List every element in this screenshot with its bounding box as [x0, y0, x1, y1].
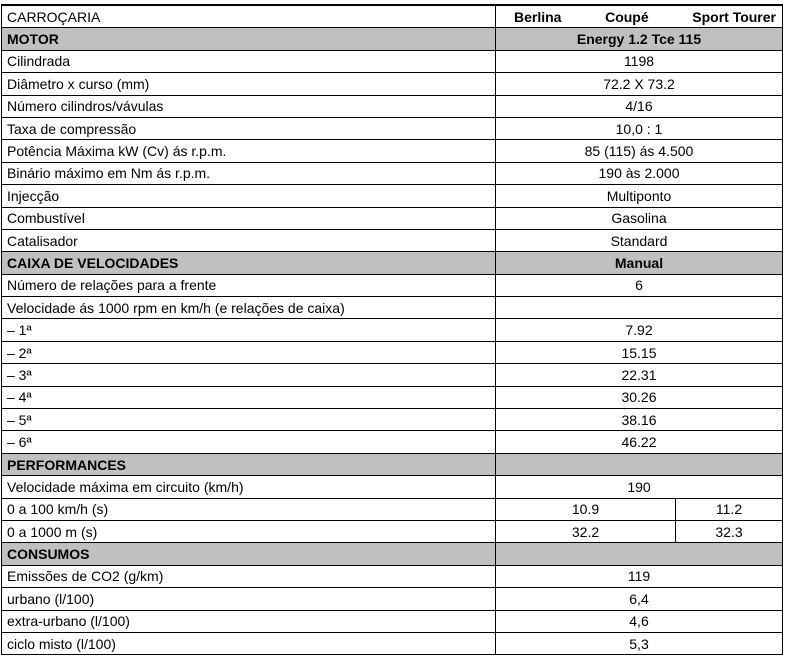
row-label: Injecção	[2, 185, 496, 207]
row-label: Potência Máxima kW (Cv) ás r.p.m.	[2, 140, 496, 162]
row-label: PERFORMANCES	[2, 453, 496, 475]
row-value: 4/16	[496, 95, 783, 117]
row-value: Manual	[496, 252, 783, 274]
row-value: 15.15	[496, 341, 783, 363]
row-value: 38.16	[496, 409, 783, 431]
table-row	[2, 341, 783, 363]
table-row	[2, 610, 783, 632]
row-label: 0 a 100 km/h (s)	[2, 498, 496, 520]
row-value: 190	[496, 476, 783, 498]
row-value: Gasolina	[496, 207, 783, 229]
table-row	[2, 185, 783, 207]
row-value: 85 (115) ás 4.500	[496, 140, 783, 162]
header-row	[2, 5, 783, 28]
table-row	[2, 364, 783, 386]
row-value: 10,0 : 1	[496, 117, 783, 139]
column-berlina: Berlina	[514, 8, 562, 25]
row-value: 72.2 X 73.2	[496, 73, 783, 95]
row-value: 22.31	[496, 364, 783, 386]
section-row	[2, 252, 783, 274]
table-row	[2, 297, 783, 319]
row-value: 6	[496, 274, 783, 296]
row-label: CAIXA DE VELOCIDADES	[2, 252, 496, 274]
table-row	[2, 140, 783, 162]
row-label: – 3ª	[2, 364, 496, 386]
row-value: Standard	[496, 229, 783, 251]
table-row	[2, 319, 783, 341]
table-row	[2, 162, 783, 184]
row-label: Diâmetro x curso (mm)	[2, 73, 496, 95]
section-row	[2, 543, 783, 565]
row-label: Combustível	[2, 207, 496, 229]
table-row	[2, 95, 783, 117]
row-label: – 1ª	[2, 319, 496, 341]
table-row	[2, 117, 783, 139]
table-row	[2, 207, 783, 229]
row-label: ciclo misto (l/100)	[2, 632, 496, 654]
table-row	[2, 632, 783, 654]
section-row	[2, 28, 783, 50]
row-value: 4,6	[496, 610, 783, 632]
row-value: Energy 1.2 Tce 115	[496, 28, 783, 50]
value-sport-tourer: 32.3	[676, 520, 783, 542]
table-row	[2, 520, 783, 542]
row-value	[496, 543, 783, 565]
row-label: 0 a 1000 m (s)	[2, 520, 496, 542]
row-label: – 4ª	[2, 386, 496, 408]
row-label: Número cilindros/vávulas	[2, 95, 496, 117]
body-type-label: CARROÇARIA	[2, 5, 496, 28]
value-berlina-coupe: 10.9	[496, 498, 676, 520]
row-value: Multiponto	[496, 185, 783, 207]
row-value: 7.92	[496, 319, 783, 341]
column-sport-tourer: Sport Tourer	[692, 8, 776, 25]
row-label: MOTOR	[2, 28, 496, 50]
row-label: – 5ª	[2, 409, 496, 431]
row-value: 30.26	[496, 386, 783, 408]
row-label: Binário máximo em Nm ás r.p.m.	[2, 162, 496, 184]
value-sport-tourer: 11.2	[676, 498, 783, 520]
row-value: 5,3	[496, 632, 783, 654]
table-row	[2, 386, 783, 408]
section-row	[2, 453, 783, 475]
column-coupe: Coupé	[605, 8, 649, 25]
table-row	[2, 274, 783, 296]
table-row	[2, 588, 783, 610]
table-row	[2, 229, 783, 251]
row-label: Catalisador	[2, 229, 496, 251]
row-label: Velocidade ás 1000 rpm en km/h (e relações de caixa)	[2, 297, 496, 319]
row-label: Cilindrada	[2, 50, 496, 72]
row-label: extra-urbano (l/100)	[2, 610, 496, 632]
specs-table	[1, 4, 783, 655]
row-label: urbano (l/100)	[2, 588, 496, 610]
row-label: Emissões de CO2 (g/km)	[2, 565, 496, 587]
row-value: 46.22	[496, 431, 783, 453]
row-label: – 6ª	[2, 431, 496, 453]
table-row	[2, 409, 783, 431]
row-label: Velocidade máxima em circuito (km/h)	[2, 476, 496, 498]
table-row	[2, 50, 783, 72]
table-row	[2, 565, 783, 587]
table-row	[2, 498, 783, 520]
row-value: 6,4	[496, 588, 783, 610]
row-value: 190 às 2.000	[496, 162, 783, 184]
row-label: Número de relações para a frente	[2, 274, 496, 296]
table-row	[2, 476, 783, 498]
row-label: – 2ª	[2, 341, 496, 363]
value-berlina-coupe: 32.2	[496, 520, 676, 542]
row-value	[496, 297, 783, 319]
table-row	[2, 431, 783, 453]
row-label: Taxa de compressão	[2, 117, 496, 139]
table-row	[2, 73, 783, 95]
row-value: 119	[496, 565, 783, 587]
row-label: CONSUMOS	[2, 543, 496, 565]
row-value	[496, 453, 783, 475]
row-value: 1198	[496, 50, 783, 72]
